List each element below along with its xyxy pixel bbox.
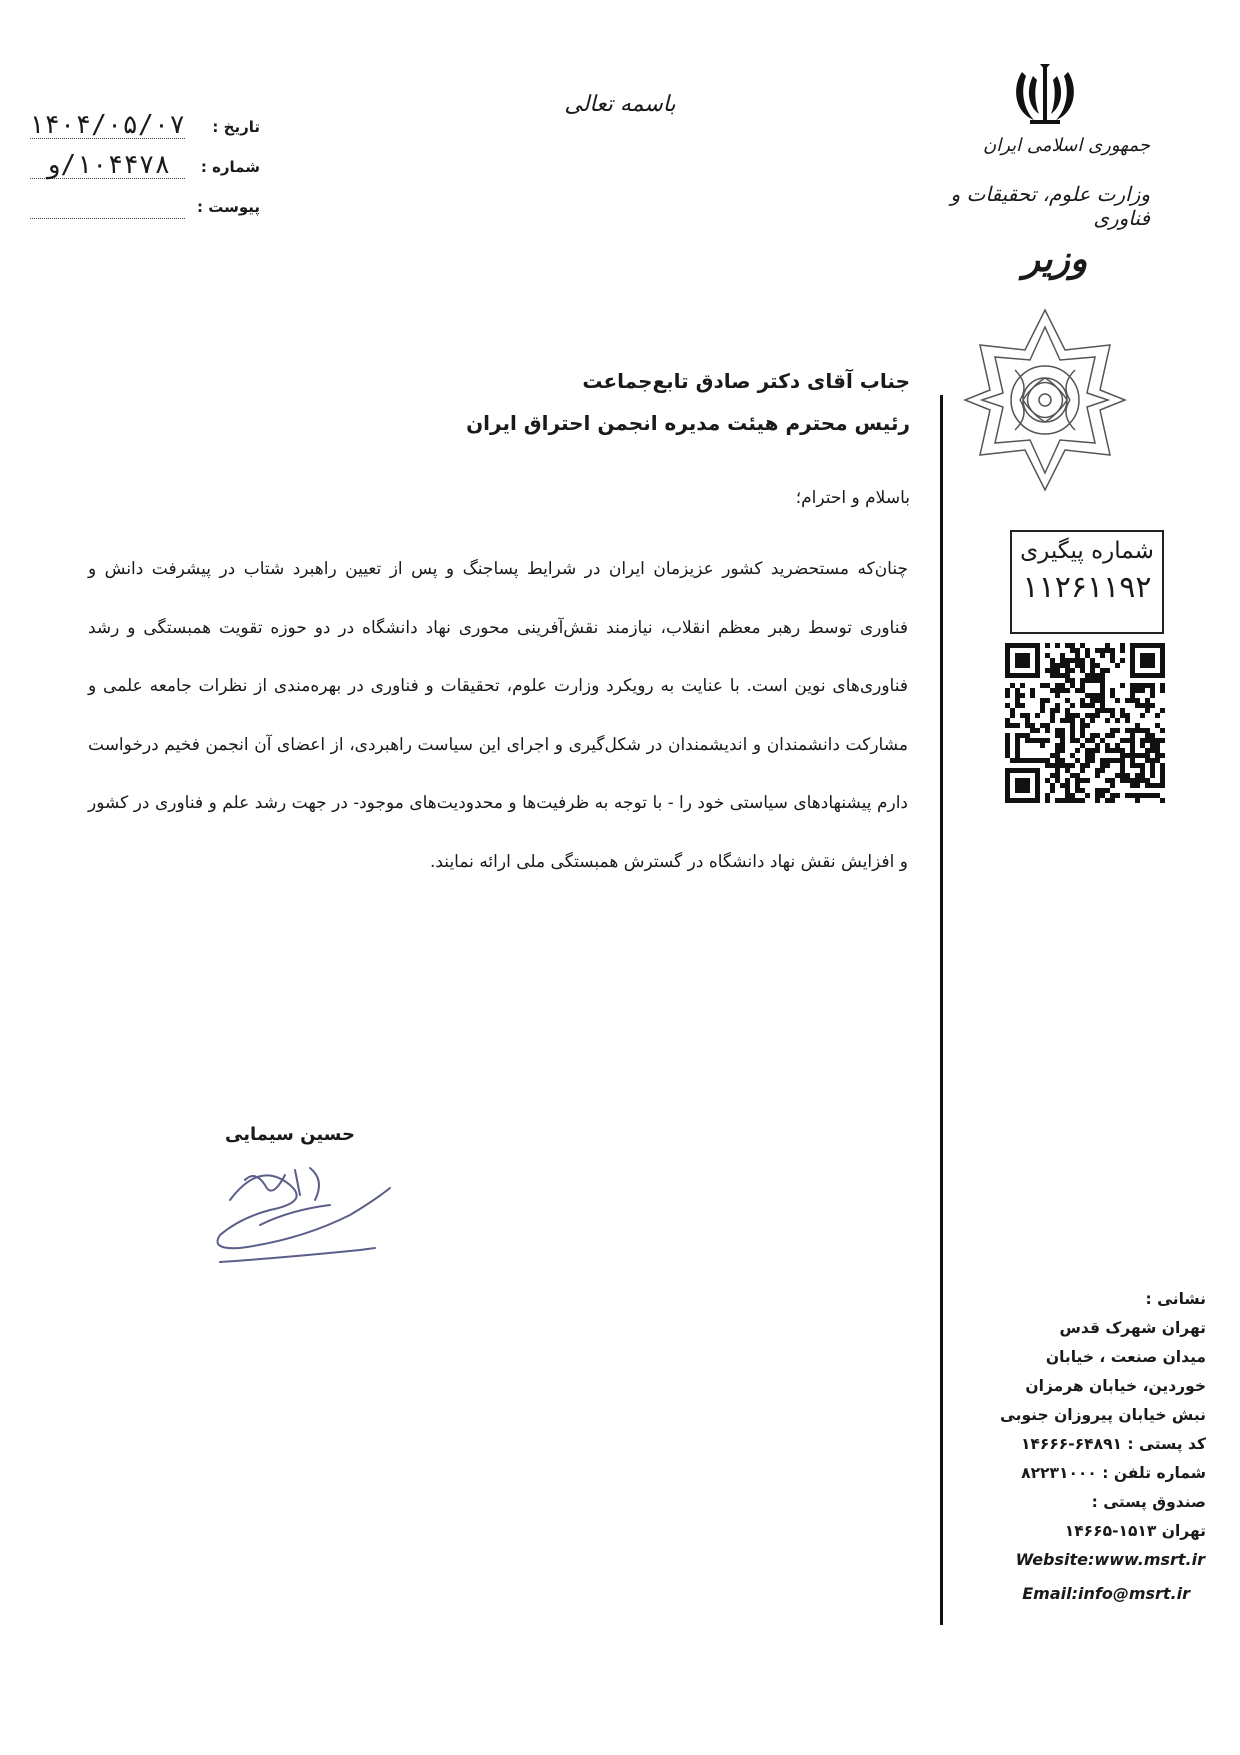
address-block bbox=[930, 1285, 1206, 1546]
address-line: میدان صنعت ، خیابان bbox=[1045, 1348, 1206, 1366]
signer-name: حسین سیمایی bbox=[225, 1124, 355, 1145]
recipient-block bbox=[420, 360, 910, 444]
po-box-value: تهران ۱۵۱۳-۱۴۶۶۵ bbox=[1064, 1522, 1206, 1540]
tracking-label: شماره پیگیری bbox=[1020, 538, 1154, 564]
phone-number: شماره تلفن : ۸۲۲۳۱۰۰۰ bbox=[1021, 1464, 1206, 1482]
iran-emblem-icon bbox=[1010, 62, 1080, 128]
islamic-star-ornament-icon bbox=[960, 305, 1130, 495]
country-name: جمهوری اسلامی ایران bbox=[983, 135, 1150, 156]
number-row bbox=[30, 150, 260, 190]
address-label: نشانی : bbox=[1145, 1290, 1206, 1308]
qr-code-icon bbox=[1005, 643, 1165, 803]
tracking-box bbox=[1010, 530, 1164, 634]
number-label: شماره : bbox=[200, 158, 260, 176]
address-line: نبش خیابان پیروزان جنوبی bbox=[999, 1406, 1206, 1424]
number-value: ۱۰۴۴۷۸/و bbox=[30, 152, 185, 179]
attachment-label: پیوست : bbox=[196, 198, 260, 216]
date-label: تاریخ : bbox=[212, 118, 260, 136]
ministry-name: وزارت علوم، تحقیقات و فناوری bbox=[950, 182, 1150, 230]
website-link[interactable]: Website:www.msrt.ir bbox=[1015, 1550, 1205, 1569]
date-value: ۱۴۰۴/۰۵/۰۷ bbox=[28, 110, 185, 140]
recipient-title: رئیس محترم هیئت مدیره انجمن احتراق ایران bbox=[466, 411, 910, 435]
email-link[interactable]: Email:info@msrt.ir bbox=[1022, 1584, 1190, 1603]
invocation: باسمه تعالی bbox=[564, 92, 676, 117]
handwritten-signature bbox=[200, 1140, 400, 1270]
date-row bbox=[28, 110, 260, 150]
postal-code: کد پستی : ۶۴۸۹۱-۱۴۶۶۶ bbox=[1020, 1435, 1206, 1453]
po-box-label: صندوق پستی : bbox=[1091, 1493, 1206, 1511]
letter-body: چنان‌که مستحضرید کشور عزیزمان ایران در شرایط پساجنگ و پس از تعیین راهبرد شتاب در پیشرفت دانش و فناوری توسط رهبر معظم انقلاب، نیازمند نقش‌آفرینی محوری نهاد دانشگاه در دو حوزه تقویت همبستگی و رشد فناوری‌های نوین است. با عنایت به رویکرد وزارت علوم، تحقیقات و فناوری در بهره‌مندی از نظرات جامعه علمی و مشارکت دانشمندان و اندیشمندان در شکل‌گیری و اجرای این سیاست راهبردی، از اعضای آن انجمن فخیم درخواست دارم پیشنهادهای سیاستی خود را - با توجه به ظرفیت‌ها و محدودیت‌های موجود- در جهت رشد علم و فناوری در کشور و افزایش نقش نهاد دانشگاه در گسترش همبستگی ملی ارائه نمایند. bbox=[88, 559, 908, 872]
address-line: تهران شهرک قدس bbox=[1059, 1319, 1206, 1337]
attachment-row bbox=[30, 198, 260, 230]
minister-title: وزیر bbox=[1022, 238, 1088, 280]
address-line: خوردین، خیابان هرمزان bbox=[1025, 1377, 1206, 1395]
recipient-name: جناب آقای دکتر صادق تابع‌جماعت bbox=[582, 369, 910, 393]
greeting: باسلام و احترام؛ bbox=[795, 488, 910, 508]
attachment-value bbox=[30, 192, 185, 219]
tracking-number: ۱۱۲۶۱۱۹۲ bbox=[1022, 570, 1152, 605]
